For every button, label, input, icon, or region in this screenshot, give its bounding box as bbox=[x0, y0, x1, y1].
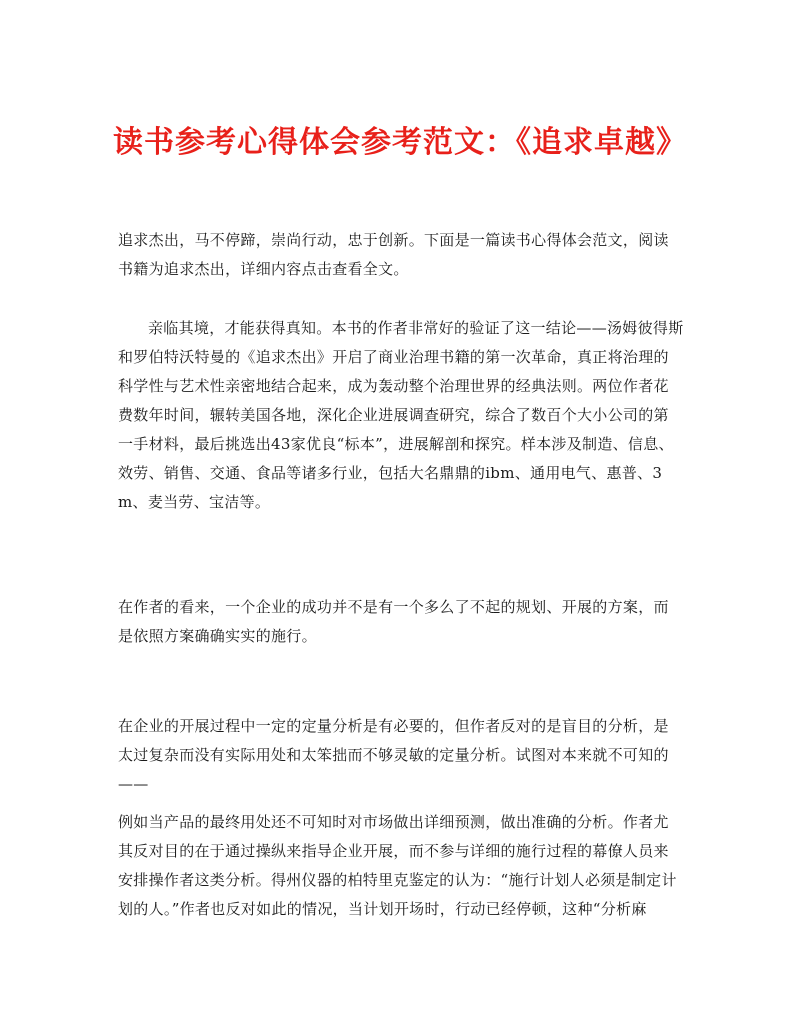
body-paragraph-1: 亲临其境，才能获得真知。本书的作者非常好的验证了这一结论——汤姆彼得斯和罗伯特沃特曼的《追求杰出》开启了商业治理书籍的第一次革命，真正将治理的科学性与艺术性亲密地结合起来，成为轰动整个治理世界的经典法则。两位作者花费数年时间，辗转美国各地，深化企业进展调查研究，综合了数百个大小公司的第一手材料，最后挑选出43家优良“标本”，进展解剖和探究。样本涉及制造、信息、效劳、销售、交通、食品等诸多行业，包括大名鼎鼎的ibm、通用电气、惠普、3m、麦当劳、宝洁等。 bbox=[118, 319, 684, 511]
intro-paragraph: 追求杰出，马不停蹄，崇尚行动，忠于创新。下面是一篇读书心得体会范文，阅读书籍为追求杰出，详细内容点击查看全文。 bbox=[118, 231, 669, 278]
body-paragraph-2: 在作者的看来，一个企业的成功并不是有一个多么了不起的规划、开展的方案，而是依照方案确确实实的施行。 bbox=[118, 598, 669, 645]
body-paragraph-3: 在企业的开展过程中一定的定量分析是有必要的，但作者反对的是盲目的分析，是太过复杂而没有实际用处和太笨拙而不够灵敏的定量分析。试图对本来就不可知的—— bbox=[118, 717, 669, 793]
document-title: 读书参考心得体会参考范文：《追求卓越》 bbox=[113, 125, 687, 160]
body-paragraph-4: 例如当产品的最终用处还不可知时对市场做出详细预测，做出准确的分析。作者尤其反对目的在于通过操纵来指导企业开展，而不参与详细的施行过程的幕僚人员来安排操作者这类分析。得州仪器的柏特里克鉴定的认为：“施行计划人必须是制定计划的人。”作者也反对如此的情况，当计划开场时，行动已经停顿，这种“分析麻 bbox=[118, 813, 677, 918]
